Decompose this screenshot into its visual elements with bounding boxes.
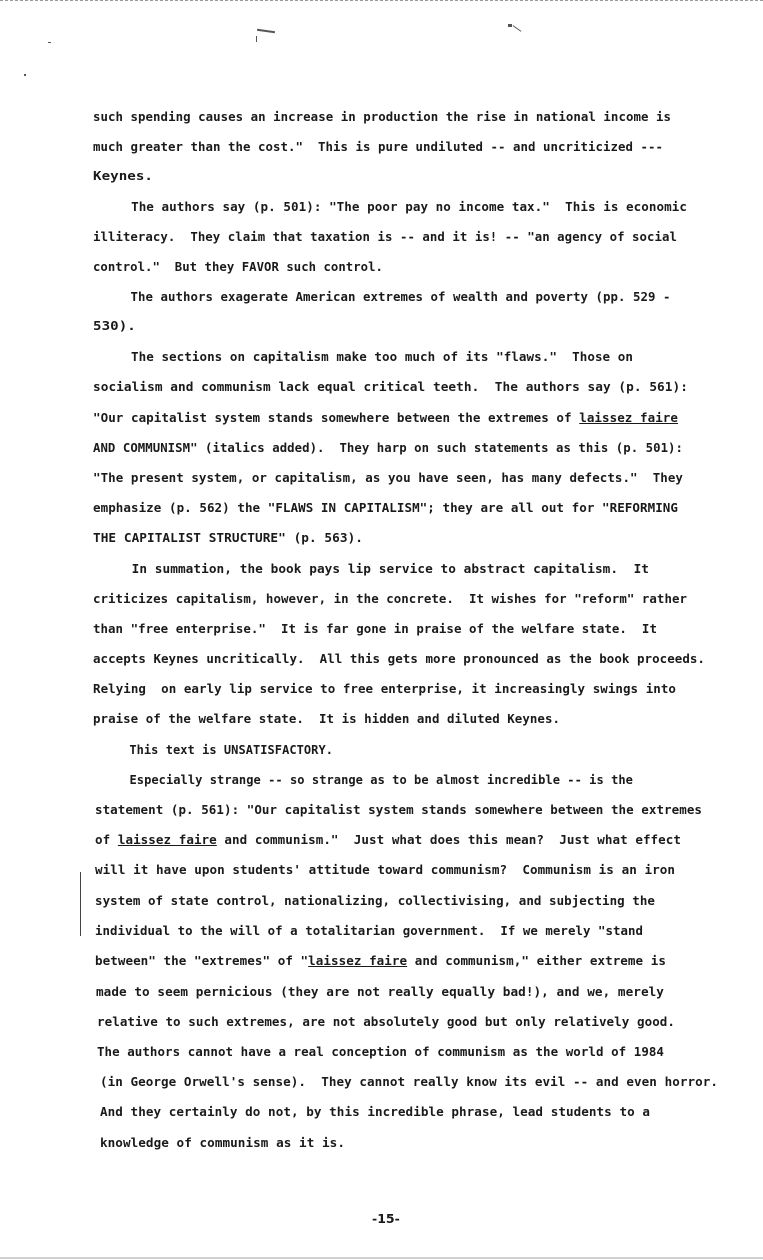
text-line [93,651,705,667]
underlined-text: laissez faire [117,833,217,847]
text-line [93,410,678,426]
text-line [93,681,676,697]
text-segment: control." But they FAVOR such control. [93,260,383,274]
text-segment: of [95,833,118,847]
text-line [100,1074,718,1090]
text-line [93,742,333,758]
text-line [93,591,687,607]
text-line [97,1044,664,1060]
top-edge [0,0,763,1]
text-segment: praise of the welfare state. It is hidden and diluted Keynes. [93,712,561,726]
text-segment: system of state control, nationalizing, collectivising, and subjecting the [95,894,656,908]
text-segment: This text is UNSATISFACTORY. [93,743,333,757]
text-line [93,349,633,365]
scan-mark [256,36,257,42]
text-line [100,1104,650,1120]
text-segment: emphasize (p. 562) the "FLAWS IN CAPITALISM"; they are all out for "REFORMING [93,501,678,515]
text-line [95,953,666,969]
text-line [95,802,702,818]
text-line [93,500,678,516]
text-segment: will it have upon students' attitude toward communism? Communism is an iron [95,863,676,877]
text-segment: Relying on early lip service to free enterprise, it increasingly swings into [93,682,676,696]
text-line [93,318,136,334]
text-segment: AND COMMUNISM" (italics added). They harp on such statements as this (p. 501): [93,441,684,455]
text-line [93,109,671,125]
text-line [95,923,643,939]
text-line [95,893,655,909]
text-segment: much greater than the cost." This is pure undiluted -- and uncriticized --- [93,140,663,154]
text-segment: such spending causes an increase in production the rise in national income is [93,110,671,124]
text-line [100,1135,345,1151]
text-line [93,772,633,788]
text-segment: illiteracy. They claim that taxation is -- and it is! -- "an agency of social [93,230,677,244]
text-segment: The authors cannot have a real conception of communism as the world of 1984 [97,1045,665,1059]
text-segment: Especially strange -- so strange as to be almost incredible -- is the [93,773,633,787]
text-segment: accepts Keynes uncritically. All this gets more pronounced as the book proceeds. [93,652,706,666]
text-segment: The authors exagerate American extremes of wealth and poverty (pp. 529 - [93,290,678,304]
text-segment: statement (p. 561): "Our capitalist system stands somewhere between the extremes [95,803,703,817]
text-line [93,199,687,215]
text-segment: individual to the will of a totalitarian government. If we merely "stand [95,924,644,938]
text-line [93,259,383,275]
text-line [93,561,649,577]
text-segment: THE CAPITALIST STRUCTURE" (p. 563). [93,531,364,545]
text-segment: In summation, the book pays lip service to abstract capitalism. It [93,562,650,576]
underlined-text: laissez faire [579,411,678,425]
text-segment: and communism." Just what does this mean? Just what effect [216,833,681,847]
text-segment: The authors say (p. 501): "The poor pay no income tax." This is economic [93,200,687,214]
text-segment: (in George Orwell's sense). They cannot really know its evil -- and even horror. [100,1075,718,1089]
scan-mark [513,25,522,32]
text-line [93,289,678,305]
text-line [95,832,681,848]
text-segment: The sections on capitalism make too much of its "flaws." Those on [93,350,633,364]
text-line [93,470,683,486]
text-line [93,621,657,637]
bottom-edge [0,1257,763,1259]
text-line [97,1014,675,1030]
text-segment: And they certainly do not, by this incredible phrase, lead students to a [100,1105,651,1119]
text-segment: knowledge of communism as it is. [100,1136,346,1150]
text-segment: criticizes capitalism, however, in the concrete. It wishes for "reform" rather [93,592,688,606]
text-line [93,229,677,245]
margin-bracket [80,872,81,936]
text-line [93,530,363,546]
underlined-text: laissez faire [308,954,408,968]
page-number: -15- [372,1211,400,1226]
text-segment: made to seem pernicious (they are not really equally bad!), and we, merely [96,985,664,999]
text-segment: and communism," either extreme is [407,954,666,968]
scan-mark [24,74,26,76]
scan-mark [48,42,51,43]
text-segment: "Our capitalist system stands somewhere between the extremes of [93,411,580,425]
text-line [93,440,683,456]
text-line [95,862,675,878]
text-line [93,711,560,727]
text-segment: "The present system, or capitalism, as you have seen, has many defects." They [93,471,683,485]
text-segment: 530). [93,319,136,333]
text-line [93,379,688,395]
text-segment: than "free enterprise." It is far gone in praise of the welfare state. It [93,622,657,636]
text-segment: Keynes. [93,169,153,183]
text-segment: socialism and communism lack equal critical teeth. The authors say (p. 561): [93,380,688,394]
text-line [93,168,153,184]
text-line [93,139,663,155]
scan-mark [257,29,275,33]
text-line [96,984,664,1000]
text-segment: between" the "extremes" of " [95,954,309,968]
text-segment: relative to such extremes, are not absolutely good but only relatively good. [97,1015,676,1029]
